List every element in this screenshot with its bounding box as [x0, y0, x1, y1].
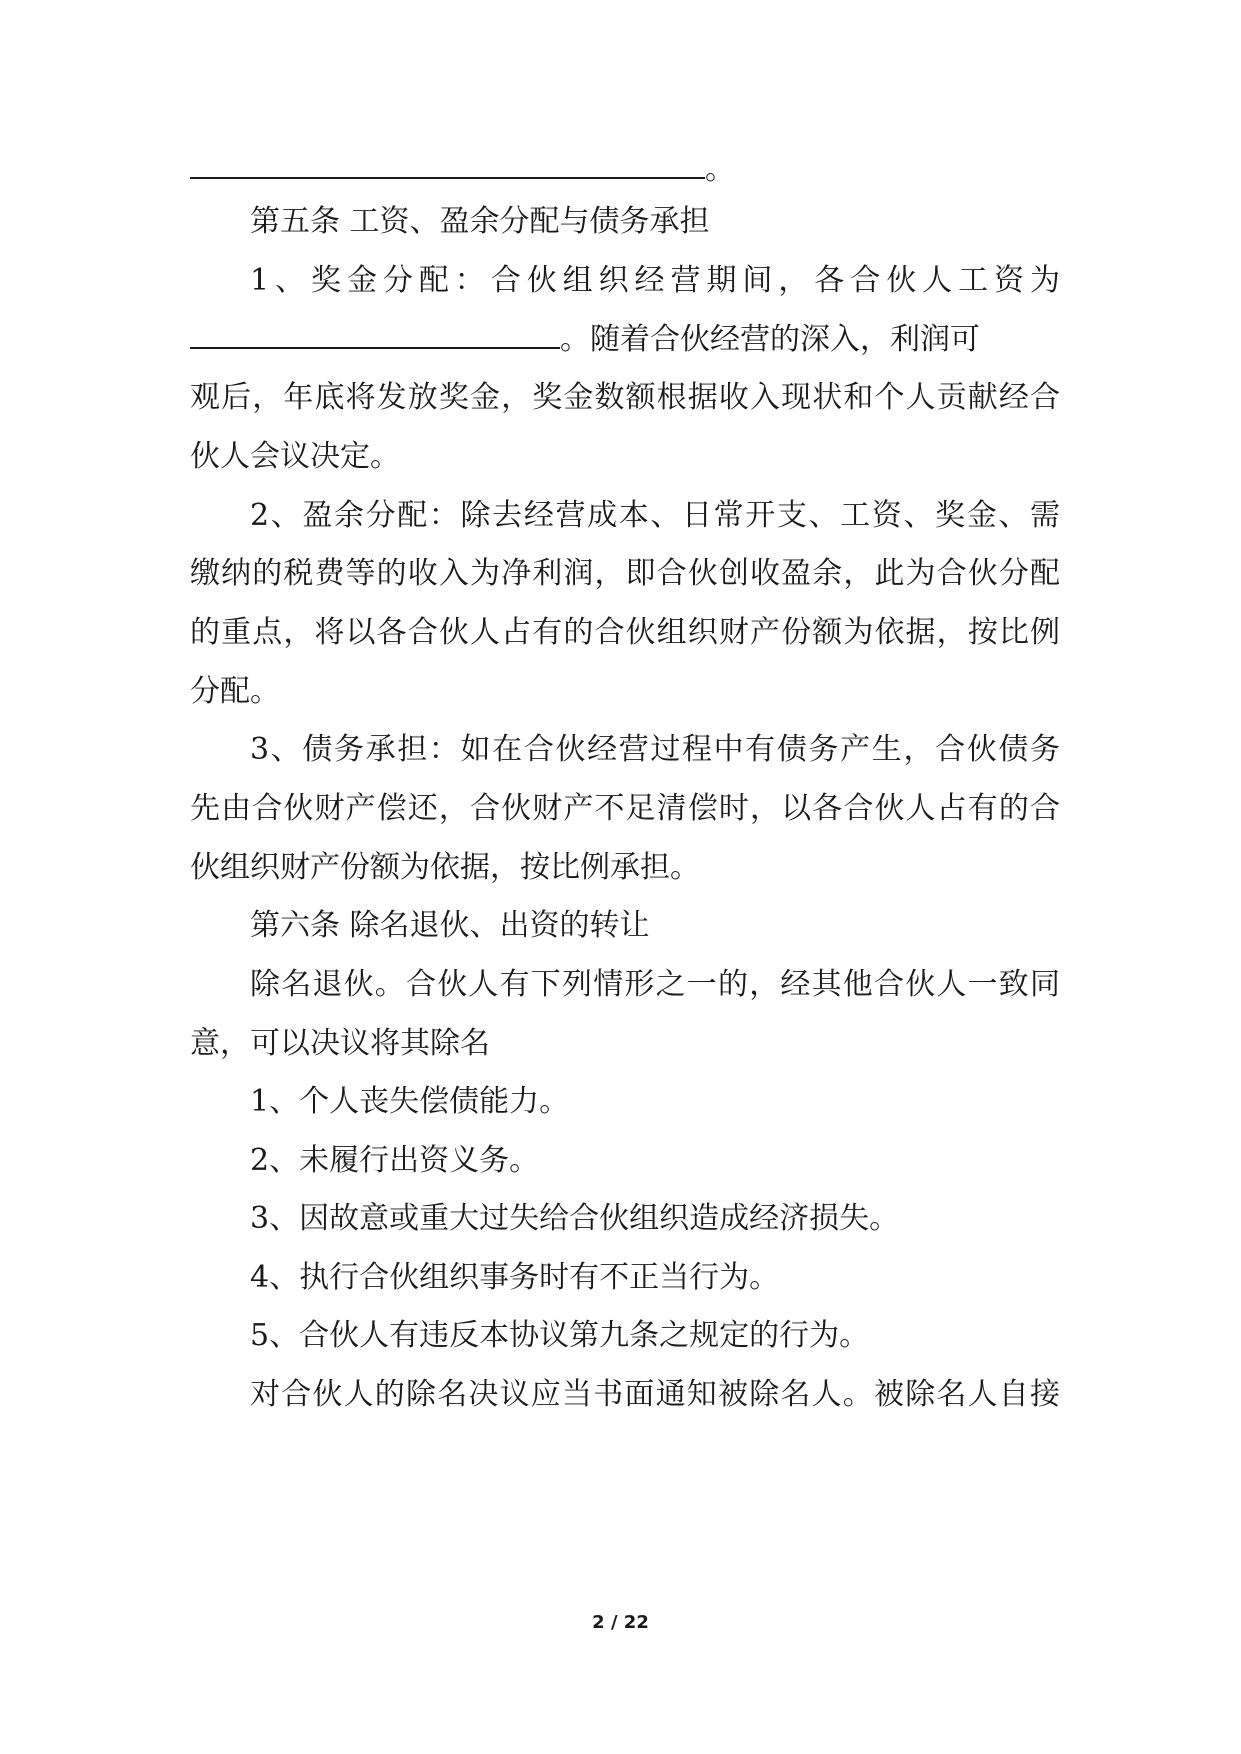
list-item-3: 3、因故意或重大过失给合伙组织造成经济损失。 [250, 1201, 900, 1236]
text-line-13: 伙组织财产份额为依据，按比例承担。 [190, 850, 700, 885]
text-line-8: 缴纳的税费等的收入为净利润，即合伙创收盈余，此为合伙分配 [190, 556, 1060, 591]
list-item-4: 4、执行合伙组织事务时有不正当行为。 [250, 1260, 780, 1295]
text-line-1: 。 [190, 150, 1060, 190]
fill-in-blank [190, 155, 705, 179]
text-line-16: 意，可以决议将其除名 [190, 1026, 490, 1061]
text-line-22: 对合伙人的除名决议应当书面通知被除名人。被除名人自接 [250, 1377, 1060, 1412]
text-line-12: 先由合伙财产偿还，合伙财产不足清偿时，以各合伙人占有的合 [190, 791, 1060, 826]
list-item-2: 2、未履行出资义务。 [250, 1143, 540, 1178]
article-heading-5: 第五条 工资、盈余分配与债务承担 [250, 204, 710, 239]
text-line-9: 的重点，将以各合伙人占有的合伙组织财产份额为依据，按比例 [190, 615, 1060, 650]
text-line-4: 。随着合伙经营的深入，利润可 [190, 320, 1060, 360]
text-line-10: 分配。 [190, 674, 280, 709]
list-item-5: 5、合伙人有违反本协议第九条之规定的行为。 [250, 1318, 870, 1353]
article-heading-6: 第六条 除名退伙、出资的转让 [250, 908, 650, 943]
text-line-15: 除名退伙。合伙人有下列情形之一的，经其他合伙人一致同 [250, 967, 1060, 1002]
text-line-6: 伙人会议决定。 [190, 439, 400, 474]
text-line-7: 2、盈余分配：除去经营成本、日常开支、工资、奖金、需 [250, 498, 1060, 533]
text-line-3: 1、奖金分配：合伙组织经营期间，各合伙人工资为 [250, 263, 1060, 298]
page-number: 2 / 22 [592, 1612, 649, 1633]
text-line-11: 3、债务承担：如在合伙经营过程中有债务产生，合伙债务 [250, 732, 1060, 767]
list-item-1: 1、个人丧失偿债能力。 [250, 1084, 570, 1119]
fill-in-blank [190, 325, 560, 349]
text-line-5: 观后，年底将发放奖金，奖金数额根据收入现状和个人贡献经合 [190, 380, 1060, 415]
